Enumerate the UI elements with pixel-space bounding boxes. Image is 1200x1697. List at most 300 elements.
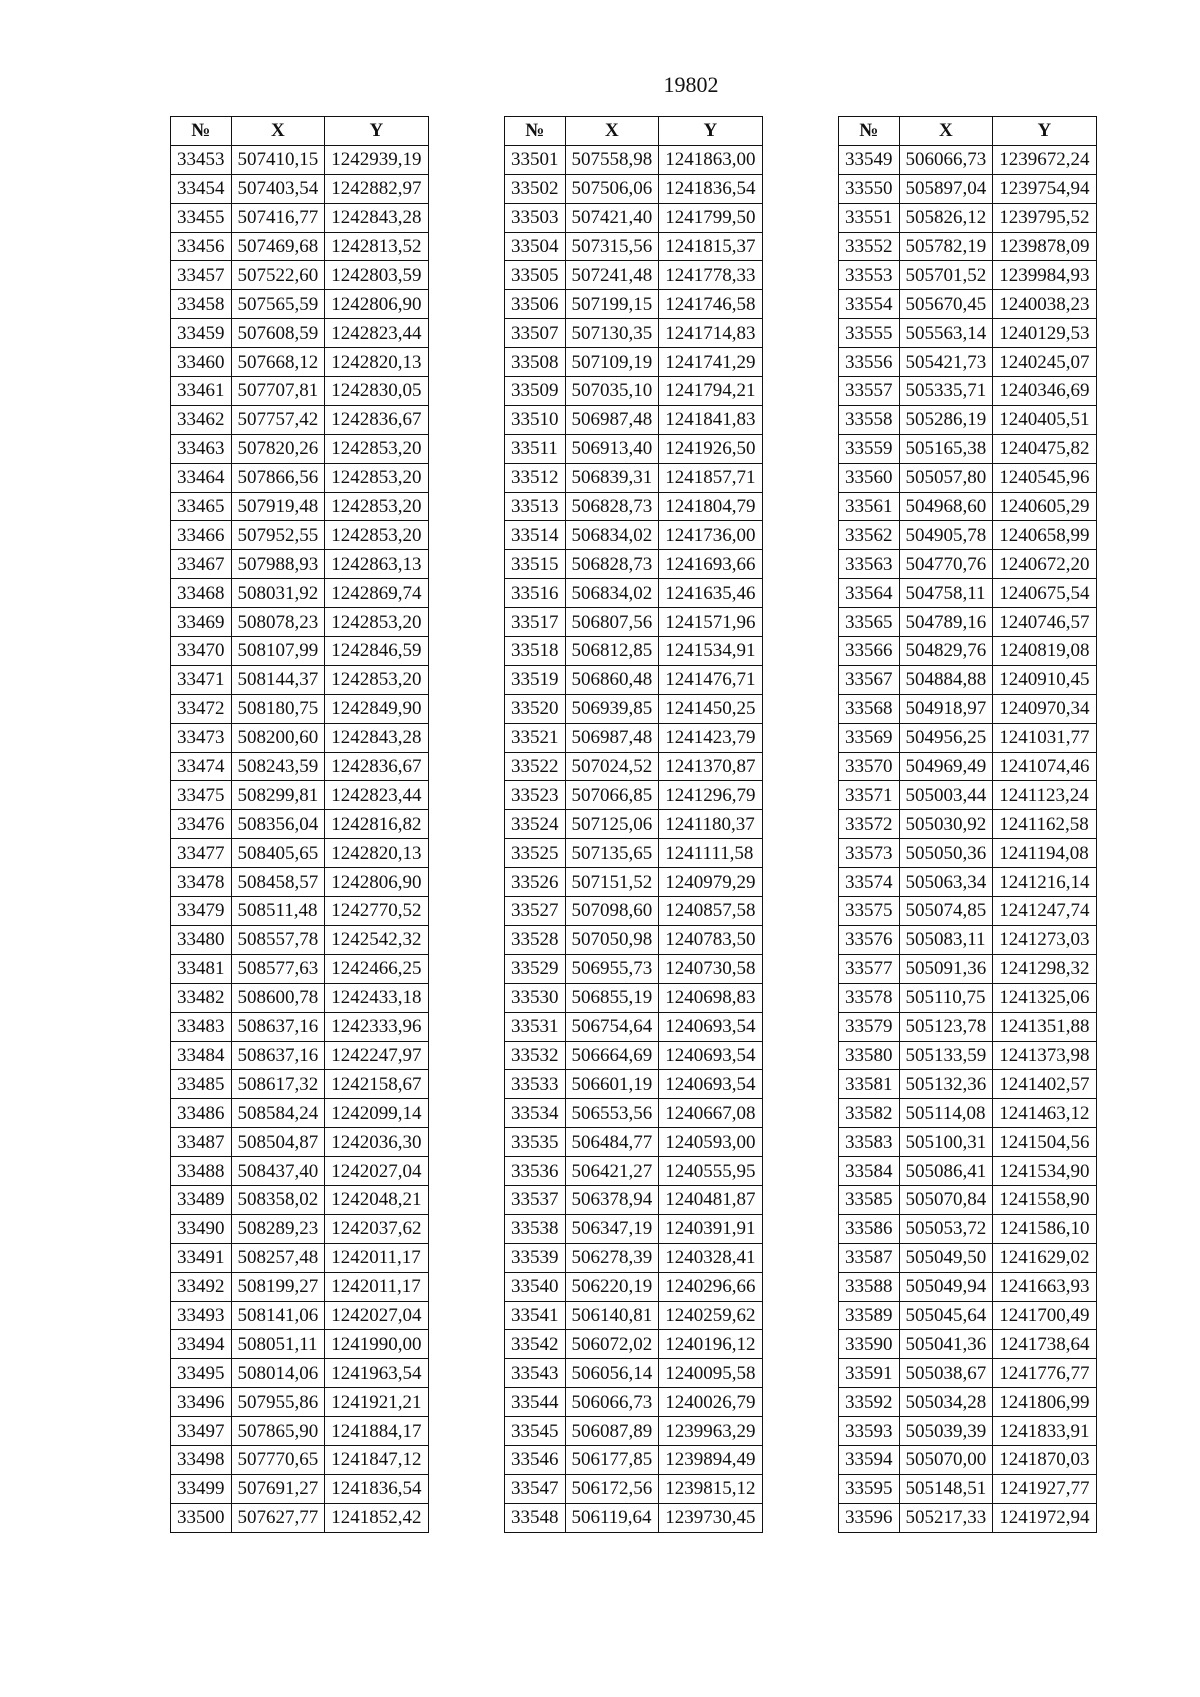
point-number-cell: 33552 — [839, 232, 900, 261]
point-number-cell: 33483 — [171, 1012, 232, 1041]
y-coordinate-cell: 1241776,77 — [993, 1359, 1096, 1388]
y-coordinate-cell: 1240675,54 — [993, 579, 1096, 608]
y-coordinate-cell: 1242816,82 — [325, 810, 428, 839]
x-coordinate-cell: 505038,67 — [899, 1359, 993, 1388]
x-coordinate-cell: 506220,19 — [565, 1272, 659, 1301]
y-coordinate-cell: 1242027,04 — [325, 1301, 428, 1330]
y-coordinate-cell: 1239894,49 — [659, 1445, 762, 1474]
y-coordinate-cell: 1240391,91 — [659, 1214, 762, 1243]
table-row — [505, 145, 763, 174]
point-number-cell: 33517 — [505, 608, 566, 637]
point-number-cell: 33529 — [505, 954, 566, 983]
point-number-cell: 33573 — [839, 839, 900, 868]
table-row — [505, 1330, 763, 1359]
y-coordinate-cell: 1240667,08 — [659, 1099, 762, 1128]
y-coordinate-cell: 1242823,44 — [325, 319, 428, 348]
y-coordinate-cell: 1240605,29 — [993, 492, 1096, 521]
table-row — [505, 1243, 763, 1272]
table-row — [171, 752, 429, 781]
table-row — [839, 1417, 1097, 1446]
y-coordinate-cell: 1242813,52 — [325, 232, 428, 261]
point-number-cell: 33542 — [505, 1330, 566, 1359]
x-coordinate-cell: 505030,92 — [899, 810, 993, 839]
x-coordinate-cell: 505050,36 — [899, 839, 993, 868]
point-number-cell: 33587 — [839, 1243, 900, 1272]
point-number-cell: 33531 — [505, 1012, 566, 1041]
table-row — [505, 492, 763, 521]
x-coordinate-cell: 506378,94 — [565, 1185, 659, 1214]
table-row — [171, 1128, 429, 1157]
point-number-cell: 33486 — [171, 1099, 232, 1128]
table-row — [839, 1301, 1097, 1330]
x-coordinate-cell: 507151,52 — [565, 868, 659, 897]
x-coordinate-cell: 507066,85 — [565, 781, 659, 810]
column-header-number: № — [505, 117, 566, 146]
y-coordinate-cell: 1240593,00 — [659, 1128, 762, 1157]
x-coordinate-cell: 505049,94 — [899, 1272, 993, 1301]
point-number-cell: 33479 — [171, 897, 232, 926]
point-number-cell: 33507 — [505, 319, 566, 348]
point-number-cell: 33515 — [505, 550, 566, 579]
x-coordinate-cell: 506828,73 — [565, 492, 659, 521]
table-row — [505, 897, 763, 926]
x-coordinate-cell: 508257,48 — [231, 1243, 325, 1272]
x-coordinate-cell: 504789,16 — [899, 608, 993, 637]
y-coordinate-cell: 1241963,54 — [325, 1359, 428, 1388]
point-number-cell: 33453 — [171, 145, 232, 174]
table-row — [839, 174, 1097, 203]
point-number-cell: 33481 — [171, 954, 232, 983]
y-coordinate-cell: 1242333,96 — [325, 1012, 428, 1041]
y-coordinate-cell: 1241074,46 — [993, 752, 1096, 781]
table-row — [171, 868, 429, 897]
point-number-cell: 33545 — [505, 1417, 566, 1446]
point-number-cell: 33568 — [839, 694, 900, 723]
x-coordinate-cell: 506855,19 — [565, 983, 659, 1012]
x-coordinate-cell: 508356,04 — [231, 810, 325, 839]
table-header-row — [505, 117, 763, 146]
y-coordinate-cell: 1240658,99 — [993, 521, 1096, 550]
x-coordinate-cell: 505041,36 — [899, 1330, 993, 1359]
x-coordinate-cell: 505091,36 — [899, 954, 993, 983]
x-coordinate-cell: 505133,59 — [899, 1041, 993, 1070]
table-row — [839, 203, 1097, 232]
x-coordinate-cell: 507130,35 — [565, 319, 659, 348]
point-number-cell: 33536 — [505, 1157, 566, 1186]
y-coordinate-cell: 1240259,62 — [659, 1301, 762, 1330]
table-row — [505, 839, 763, 868]
point-number-cell: 33508 — [505, 348, 566, 377]
point-number-cell: 33546 — [505, 1445, 566, 1474]
point-number-cell: 33518 — [505, 637, 566, 666]
y-coordinate-cell: 1240038,23 — [993, 290, 1096, 319]
column-header-x: X — [565, 117, 659, 146]
table-row — [839, 1359, 1097, 1388]
x-coordinate-cell: 505074,85 — [899, 897, 993, 926]
x-coordinate-cell: 505148,51 — [899, 1474, 993, 1503]
y-coordinate-cell: 1241736,00 — [659, 521, 762, 550]
y-coordinate-cell: 1242853,20 — [325, 521, 428, 550]
point-number-cell: 33512 — [505, 463, 566, 492]
point-number-cell: 33523 — [505, 781, 566, 810]
x-coordinate-cell: 506828,73 — [565, 550, 659, 579]
x-coordinate-cell: 506072,02 — [565, 1330, 659, 1359]
x-coordinate-cell: 508141,06 — [231, 1301, 325, 1330]
table-row — [839, 1330, 1097, 1359]
table-row — [839, 377, 1097, 406]
point-number-cell: 33556 — [839, 348, 900, 377]
x-coordinate-cell: 508243,59 — [231, 752, 325, 781]
table-row — [171, 463, 429, 492]
y-coordinate-cell: 1242853,20 — [325, 463, 428, 492]
y-coordinate-cell: 1239815,12 — [659, 1474, 762, 1503]
table-row — [505, 1070, 763, 1099]
table-row — [171, 694, 429, 723]
point-number-cell: 33588 — [839, 1272, 900, 1301]
x-coordinate-cell: 506754,64 — [565, 1012, 659, 1041]
x-coordinate-cell: 508107,99 — [231, 637, 325, 666]
x-coordinate-cell: 508617,32 — [231, 1070, 325, 1099]
point-number-cell: 33503 — [505, 203, 566, 232]
table-row — [505, 579, 763, 608]
x-coordinate-cell: 505110,75 — [899, 983, 993, 1012]
point-number-cell: 33516 — [505, 579, 566, 608]
x-coordinate-cell: 508200,60 — [231, 723, 325, 752]
x-coordinate-cell: 506807,56 — [565, 608, 659, 637]
table-row — [839, 839, 1097, 868]
y-coordinate-cell: 1241450,25 — [659, 694, 762, 723]
y-coordinate-cell: 1240245,07 — [993, 348, 1096, 377]
x-coordinate-cell: 506812,85 — [565, 637, 659, 666]
table-row — [505, 810, 763, 839]
point-number-cell: 33591 — [839, 1359, 900, 1388]
point-number-cell: 33569 — [839, 723, 900, 752]
point-number-cell: 33502 — [505, 174, 566, 203]
y-coordinate-cell: 1241921,21 — [325, 1388, 428, 1417]
x-coordinate-cell: 506177,85 — [565, 1445, 659, 1474]
point-number-cell: 33547 — [505, 1474, 566, 1503]
y-coordinate-cell: 1239754,94 — [993, 174, 1096, 203]
point-number-cell: 33583 — [839, 1128, 900, 1157]
table-row — [505, 983, 763, 1012]
table-row — [839, 550, 1097, 579]
table-row — [171, 1012, 429, 1041]
column-header-x: X — [899, 117, 993, 146]
point-number-cell: 33484 — [171, 1041, 232, 1070]
y-coordinate-cell: 1240857,58 — [659, 897, 762, 926]
x-coordinate-cell: 507865,90 — [231, 1417, 325, 1446]
table-row — [839, 694, 1097, 723]
point-number-cell: 33544 — [505, 1388, 566, 1417]
x-coordinate-cell: 507627,77 — [231, 1503, 325, 1532]
point-number-cell: 33592 — [839, 1388, 900, 1417]
table-row — [839, 492, 1097, 521]
table-row — [839, 1041, 1097, 1070]
table-row — [505, 174, 763, 203]
x-coordinate-cell: 504918,97 — [899, 694, 993, 723]
point-number-cell: 33554 — [839, 290, 900, 319]
table-row — [505, 290, 763, 319]
y-coordinate-cell: 1242830,05 — [325, 377, 428, 406]
point-number-cell: 33525 — [505, 839, 566, 868]
y-coordinate-cell: 1241629,02 — [993, 1243, 1096, 1272]
table-row — [171, 983, 429, 1012]
x-coordinate-cell: 508358,02 — [231, 1185, 325, 1214]
table-row — [839, 145, 1097, 174]
y-coordinate-cell: 1240693,54 — [659, 1070, 762, 1099]
point-number-cell: 33459 — [171, 319, 232, 348]
y-coordinate-cell: 1240346,69 — [993, 377, 1096, 406]
y-coordinate-cell: 1241296,79 — [659, 781, 762, 810]
x-coordinate-cell: 508031,92 — [231, 579, 325, 608]
y-coordinate-cell: 1242247,97 — [325, 1041, 428, 1070]
x-coordinate-cell: 508504,87 — [231, 1128, 325, 1157]
point-number-cell: 33538 — [505, 1214, 566, 1243]
point-number-cell: 33487 — [171, 1128, 232, 1157]
y-coordinate-cell: 1242099,14 — [325, 1099, 428, 1128]
x-coordinate-cell: 507469,68 — [231, 232, 325, 261]
table-row — [171, 261, 429, 290]
y-coordinate-cell: 1241926,50 — [659, 434, 762, 463]
table-row — [505, 463, 763, 492]
x-coordinate-cell: 505826,12 — [899, 203, 993, 232]
x-coordinate-cell: 506955,73 — [565, 954, 659, 983]
y-coordinate-cell: 1242869,74 — [325, 579, 428, 608]
y-coordinate-cell: 1239672,24 — [993, 145, 1096, 174]
table-row — [171, 290, 429, 319]
table-row — [505, 1417, 763, 1446]
coordinate-table-3 — [838, 116, 1097, 1533]
y-coordinate-cell: 1241746,58 — [659, 290, 762, 319]
table-row — [839, 319, 1097, 348]
table-row — [505, 954, 763, 983]
x-coordinate-cell: 506484,77 — [565, 1128, 659, 1157]
point-number-cell: 33488 — [171, 1157, 232, 1186]
y-coordinate-cell: 1240296,66 — [659, 1272, 762, 1301]
y-coordinate-cell: 1240979,29 — [659, 868, 762, 897]
x-coordinate-cell: 507691,27 — [231, 1474, 325, 1503]
y-coordinate-cell: 1240746,57 — [993, 608, 1096, 637]
x-coordinate-cell: 506987,48 — [565, 723, 659, 752]
table-row — [839, 1474, 1097, 1503]
x-coordinate-cell: 505563,14 — [899, 319, 993, 348]
point-number-cell: 33558 — [839, 405, 900, 434]
y-coordinate-cell: 1241700,49 — [993, 1301, 1096, 1330]
table-row — [839, 579, 1097, 608]
x-coordinate-cell: 505670,45 — [899, 290, 993, 319]
table-row — [505, 781, 763, 810]
page-number: 19802 — [663, 72, 719, 97]
y-coordinate-cell: 1241111,58 — [659, 839, 762, 868]
table-row — [839, 434, 1097, 463]
table-row — [171, 1445, 429, 1474]
x-coordinate-cell: 505421,73 — [899, 348, 993, 377]
x-coordinate-cell: 507668,12 — [231, 348, 325, 377]
table-row — [839, 1214, 1097, 1243]
point-number-cell: 33595 — [839, 1474, 900, 1503]
point-number-cell: 33521 — [505, 723, 566, 752]
y-coordinate-cell: 1241586,10 — [993, 1214, 1096, 1243]
table-row — [839, 983, 1097, 1012]
table-row — [171, 1157, 429, 1186]
y-coordinate-cell: 1242036,30 — [325, 1128, 428, 1157]
table-row — [505, 665, 763, 694]
table-row — [839, 232, 1097, 261]
table-row — [171, 608, 429, 637]
point-number-cell: 33577 — [839, 954, 900, 983]
y-coordinate-cell: 1240026,79 — [659, 1388, 762, 1417]
x-coordinate-cell: 505701,52 — [899, 261, 993, 290]
y-coordinate-cell: 1242853,20 — [325, 608, 428, 637]
y-coordinate-cell: 1242849,90 — [325, 694, 428, 723]
table-row — [839, 608, 1097, 637]
point-number-cell: 33527 — [505, 897, 566, 926]
table-row — [839, 1157, 1097, 1186]
y-coordinate-cell: 1242853,20 — [325, 492, 428, 521]
x-coordinate-cell: 506066,73 — [565, 1388, 659, 1417]
table-row — [839, 261, 1097, 290]
table-row — [171, 1272, 429, 1301]
x-coordinate-cell: 505057,80 — [899, 463, 993, 492]
x-coordinate-cell: 508458,57 — [231, 868, 325, 897]
table-row — [505, 550, 763, 579]
table-row — [505, 405, 763, 434]
point-number-cell: 33462 — [171, 405, 232, 434]
table-row — [171, 1330, 429, 1359]
table-row — [171, 637, 429, 666]
table-row — [839, 637, 1097, 666]
point-number-cell: 33460 — [171, 348, 232, 377]
point-number-cell: 33464 — [171, 463, 232, 492]
point-number-cell: 33581 — [839, 1070, 900, 1099]
table-row — [505, 608, 763, 637]
y-coordinate-cell: 1242803,59 — [325, 261, 428, 290]
table-row — [839, 290, 1097, 319]
point-number-cell: 33493 — [171, 1301, 232, 1330]
table-row — [839, 463, 1097, 492]
table-row — [171, 550, 429, 579]
point-number-cell: 33524 — [505, 810, 566, 839]
x-coordinate-cell: 506664,69 — [565, 1041, 659, 1070]
table-row — [171, 1243, 429, 1272]
x-coordinate-cell: 505070,00 — [899, 1445, 993, 1474]
x-coordinate-cell: 505114,08 — [899, 1099, 993, 1128]
table-row — [505, 1359, 763, 1388]
point-number-cell: 33530 — [505, 983, 566, 1012]
x-coordinate-cell: 507820,26 — [231, 434, 325, 463]
point-number-cell: 33594 — [839, 1445, 900, 1474]
point-number-cell: 33585 — [839, 1185, 900, 1214]
table-row — [839, 1503, 1097, 1532]
y-coordinate-cell: 1242823,44 — [325, 781, 428, 810]
point-number-cell: 33526 — [505, 868, 566, 897]
table-row — [171, 1359, 429, 1388]
table-row — [839, 781, 1097, 810]
y-coordinate-cell: 1241325,06 — [993, 983, 1096, 1012]
y-coordinate-cell: 1241558,90 — [993, 1185, 1096, 1214]
x-coordinate-cell: 507315,56 — [565, 232, 659, 261]
point-number-cell: 33570 — [839, 752, 900, 781]
y-coordinate-cell: 1242853,20 — [325, 434, 428, 463]
y-coordinate-cell: 1241273,03 — [993, 925, 1096, 954]
y-coordinate-cell: 1240481,87 — [659, 1185, 762, 1214]
table-row — [171, 1041, 429, 1070]
point-number-cell: 33537 — [505, 1185, 566, 1214]
table-row — [171, 348, 429, 377]
table-row — [505, 1503, 763, 1532]
point-number-cell: 33567 — [839, 665, 900, 694]
x-coordinate-cell: 507558,98 — [565, 145, 659, 174]
point-number-cell: 33461 — [171, 377, 232, 406]
x-coordinate-cell: 504905,78 — [899, 521, 993, 550]
table-row — [505, 521, 763, 550]
table-row — [505, 1301, 763, 1330]
table-row — [171, 1070, 429, 1099]
point-number-cell: 33454 — [171, 174, 232, 203]
table-row — [171, 405, 429, 434]
x-coordinate-cell: 506601,19 — [565, 1070, 659, 1099]
y-coordinate-cell: 1242770,52 — [325, 897, 428, 926]
point-number-cell: 33579 — [839, 1012, 900, 1041]
table-row — [171, 723, 429, 752]
y-coordinate-cell: 1242882,97 — [325, 174, 428, 203]
point-number-cell: 33485 — [171, 1070, 232, 1099]
point-number-cell: 33509 — [505, 377, 566, 406]
point-number-cell: 33562 — [839, 521, 900, 550]
table-row — [171, 174, 429, 203]
y-coordinate-cell: 1241534,90 — [993, 1157, 1096, 1186]
table-row — [505, 1157, 763, 1186]
x-coordinate-cell: 508199,27 — [231, 1272, 325, 1301]
x-coordinate-cell: 506421,27 — [565, 1157, 659, 1186]
x-coordinate-cell: 504969,49 — [899, 752, 993, 781]
x-coordinate-cell: 506553,56 — [565, 1099, 659, 1128]
x-coordinate-cell: 507988,93 — [231, 550, 325, 579]
y-coordinate-cell: 1241806,99 — [993, 1388, 1096, 1417]
point-number-cell: 33478 — [171, 868, 232, 897]
point-number-cell: 33561 — [839, 492, 900, 521]
point-number-cell: 33514 — [505, 521, 566, 550]
table-row — [171, 665, 429, 694]
x-coordinate-cell: 507952,55 — [231, 521, 325, 550]
table-row — [171, 925, 429, 954]
y-coordinate-cell: 1241476,71 — [659, 665, 762, 694]
table-row — [171, 1214, 429, 1243]
x-coordinate-cell: 508437,40 — [231, 1157, 325, 1186]
table-row — [171, 1474, 429, 1503]
table-row — [171, 521, 429, 550]
table-row — [171, 1185, 429, 1214]
x-coordinate-cell: 508014,06 — [231, 1359, 325, 1388]
y-coordinate-cell: 1242853,20 — [325, 665, 428, 694]
point-number-cell: 33584 — [839, 1157, 900, 1186]
point-number-cell: 33506 — [505, 290, 566, 319]
table-row — [839, 1388, 1097, 1417]
table-row — [839, 810, 1097, 839]
point-number-cell: 33500 — [171, 1503, 232, 1532]
x-coordinate-cell: 506860,48 — [565, 665, 659, 694]
point-number-cell: 33589 — [839, 1301, 900, 1330]
table-row — [505, 232, 763, 261]
table-row — [839, 925, 1097, 954]
y-coordinate-cell: 1240405,51 — [993, 405, 1096, 434]
table-row — [505, 434, 763, 463]
table-row — [171, 145, 429, 174]
column-header-number: № — [171, 117, 232, 146]
table-row — [505, 1128, 763, 1157]
y-coordinate-cell: 1240698,83 — [659, 983, 762, 1012]
point-number-cell: 33543 — [505, 1359, 566, 1388]
